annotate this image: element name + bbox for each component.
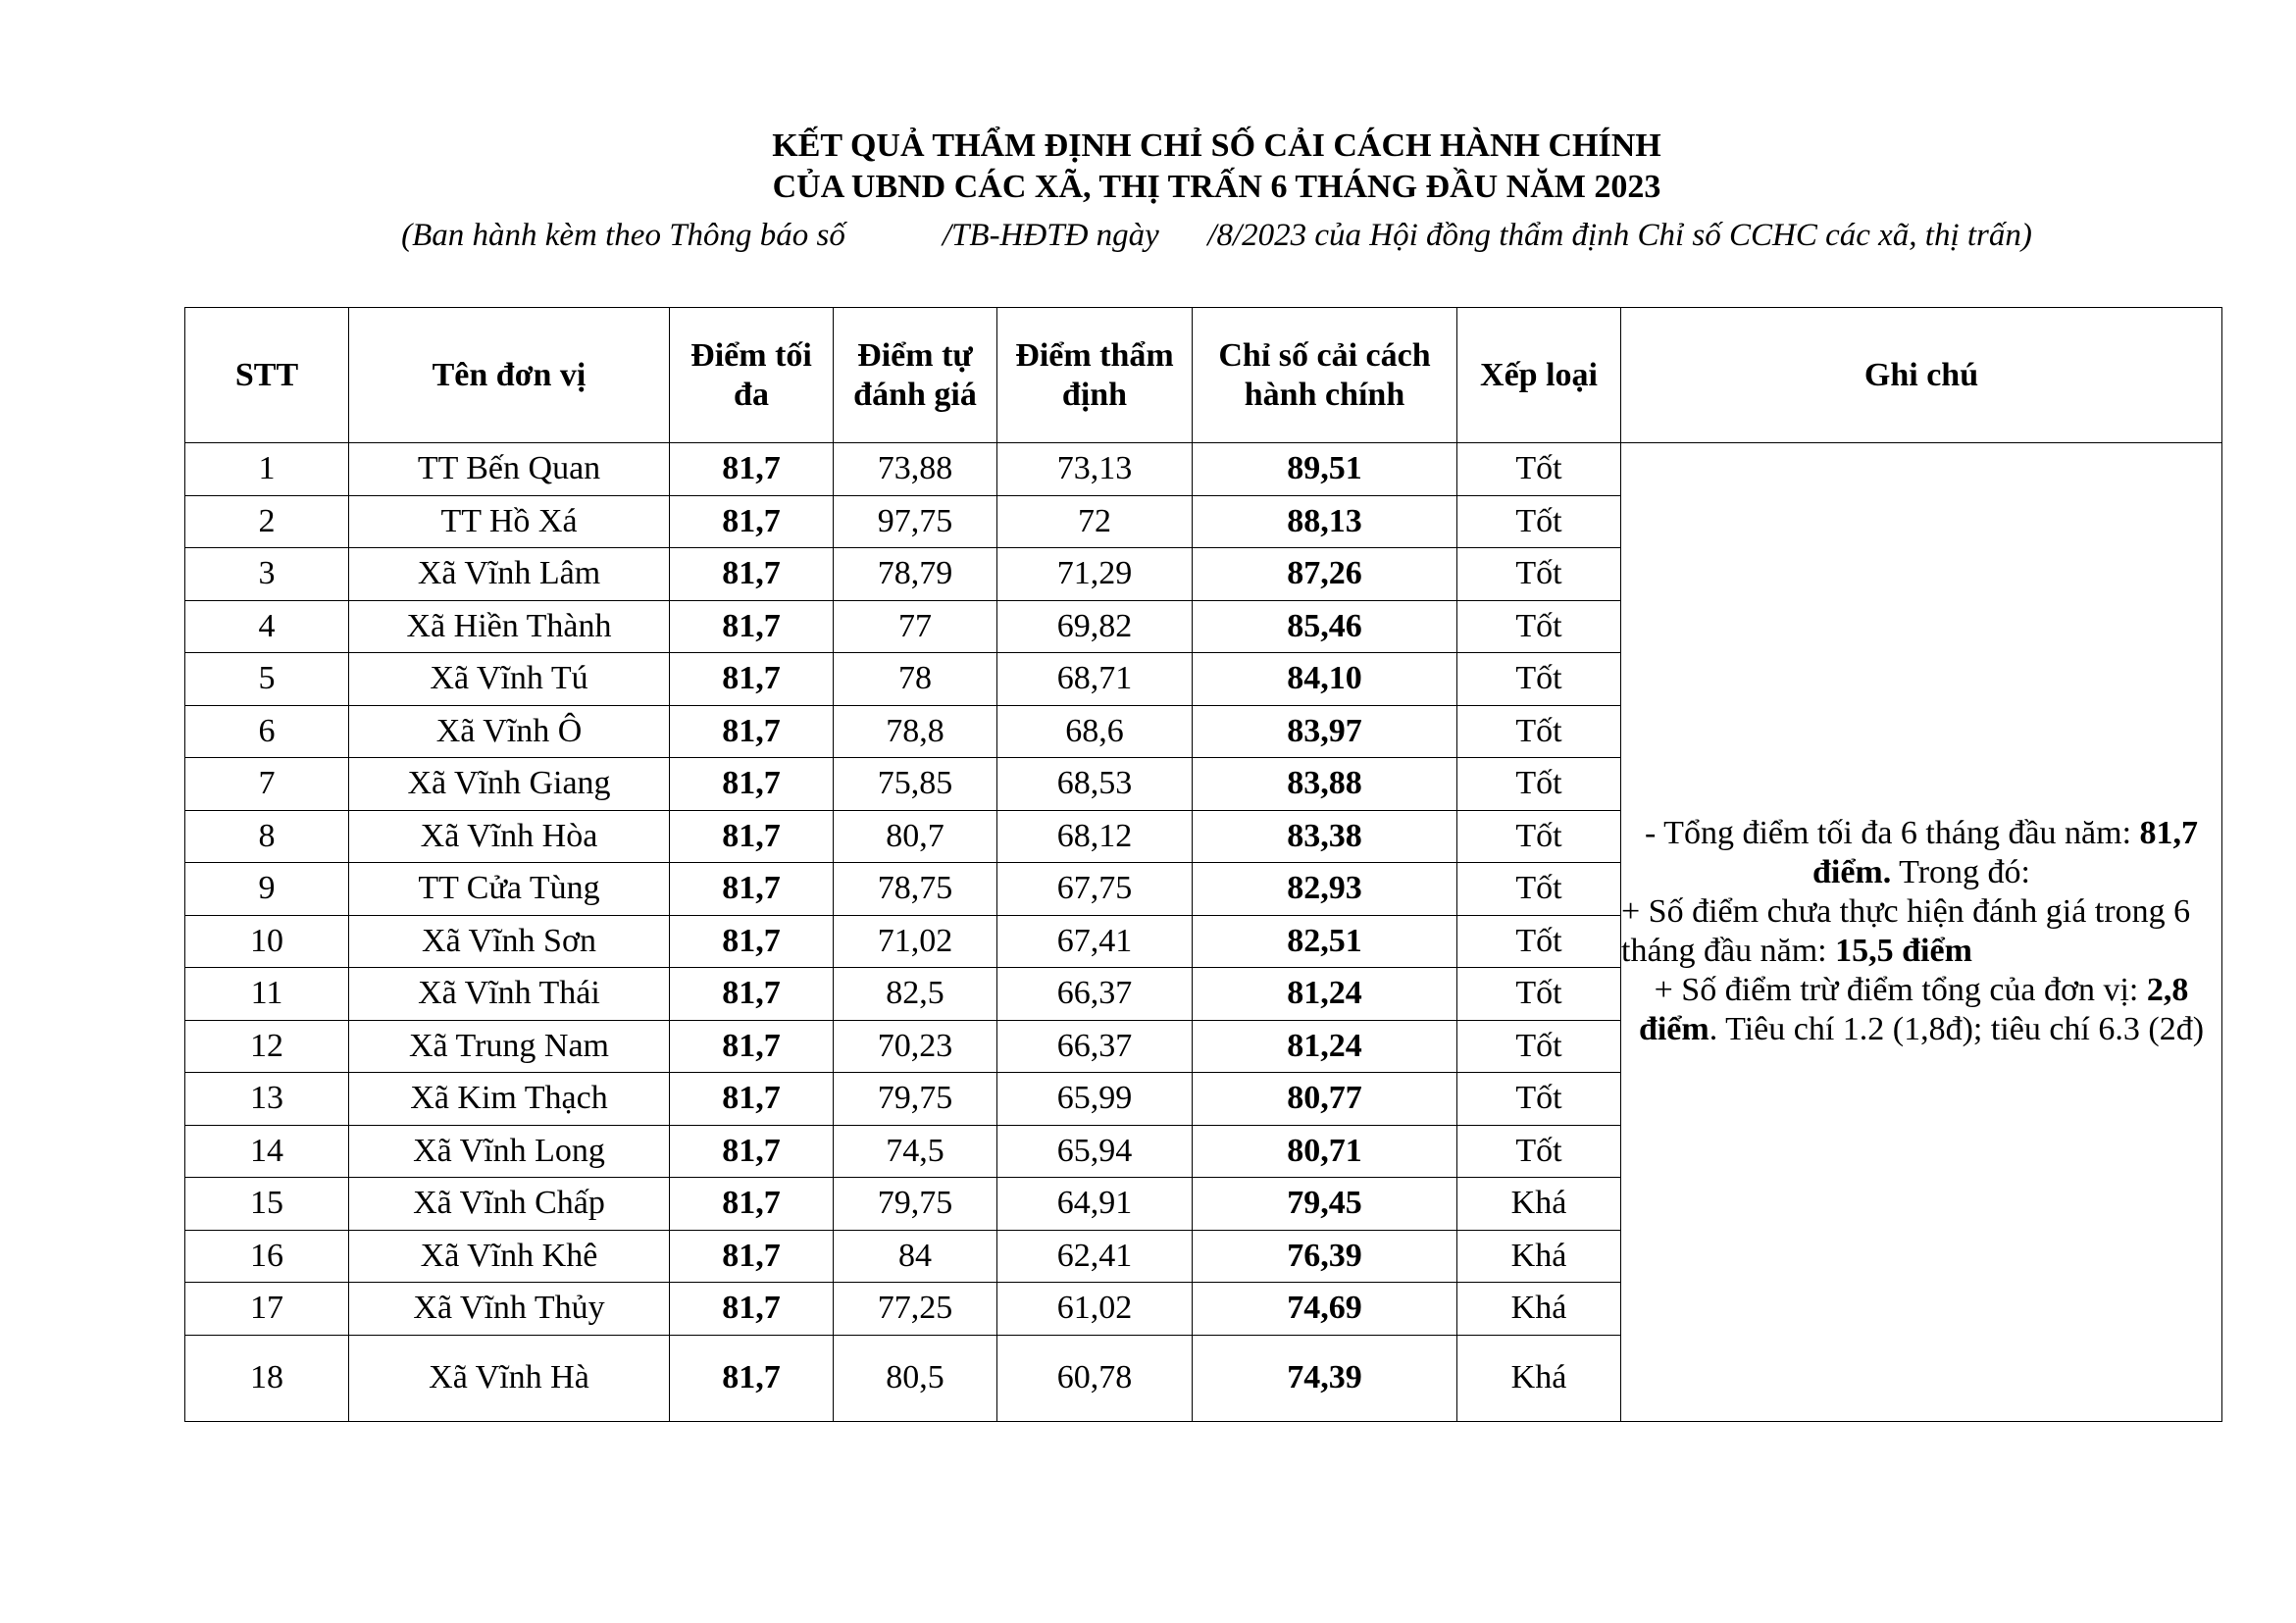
- cell-max-score: 81,7: [670, 915, 834, 968]
- cell-appraised-score: 69,82: [997, 600, 1193, 653]
- cell-stt: 12: [185, 1020, 349, 1073]
- cell-self-score: 80,7: [834, 810, 997, 863]
- col-header-max-score: Điểm tối đa: [670, 308, 834, 443]
- col-header-self-score: Điểm tự đánh giá: [834, 308, 997, 443]
- cell-max-score: 81,7: [670, 495, 834, 548]
- cell-appraised-score: 67,41: [997, 915, 1193, 968]
- cell-max-score: 81,7: [670, 1020, 834, 1073]
- header-row: [185, 308, 2222, 443]
- cell-self-score: 78,75: [834, 863, 997, 916]
- cell-max-score: 81,7: [670, 1073, 834, 1126]
- cell-rank: Khá: [1457, 1230, 1621, 1283]
- cell-unit-name: Xã Vĩnh Lâm: [349, 548, 670, 601]
- cell-stt: 15: [185, 1178, 349, 1231]
- cell-appraised-score: 61,02: [997, 1283, 1193, 1336]
- cell-reform-index: 80,71: [1193, 1125, 1457, 1178]
- cell-unit-name: TT Cửa Tùng: [349, 863, 670, 916]
- note-line-3: [1621, 971, 2221, 1049]
- cell-self-score: 77,25: [834, 1283, 997, 1336]
- cell-stt: 4: [185, 600, 349, 653]
- cell-unit-name: Xã Vĩnh Hòa: [349, 810, 670, 863]
- cell-self-score: 78,79: [834, 548, 997, 601]
- cell-appraised-score: 68,53: [997, 758, 1193, 811]
- document-subtitle: (Ban hành kèm theo Thông báo số /TB-HĐTĐ ngày /8/2023 của Hội đồng thẩm định Chỉ số CCHC các xã, thị trấn): [401, 218, 2032, 253]
- note-line-2: [1621, 892, 2221, 971]
- title-line-2: CỦA UBND CÁC XÃ, THỊ TRẤN 6 THÁNG ĐẦU NĂM 2023: [772, 169, 1661, 205]
- cell-appraised-score: 66,37: [997, 968, 1193, 1021]
- note-text: - Tổng điểm tối đa 6 tháng đầu năm:: [1644, 815, 2140, 852]
- cell-rank: Tốt: [1457, 495, 1621, 548]
- cell-self-score: 77: [834, 600, 997, 653]
- cell-stt: 18: [185, 1335, 349, 1421]
- cell-appraised-score: 62,41: [997, 1230, 1193, 1283]
- cell-rank: Tốt: [1457, 1020, 1621, 1073]
- cell-stt: 6: [185, 705, 349, 758]
- cell-stt: 14: [185, 1125, 349, 1178]
- cell-reform-index: 74,69: [1193, 1283, 1457, 1336]
- cell-unit-name: TT Hồ Xá: [349, 495, 670, 548]
- cell-unit-name: Xã Vĩnh Thái: [349, 968, 670, 1021]
- cell-appraised-score: 65,94: [997, 1125, 1193, 1178]
- cell-reform-index: 81,24: [1193, 1020, 1457, 1073]
- cell-appraised-score: 68,71: [997, 653, 1193, 706]
- cell-rank: Tốt: [1457, 653, 1621, 706]
- cell-stt: 5: [185, 653, 349, 706]
- cell-reform-index: 85,46: [1193, 600, 1457, 653]
- cell-reform-index: 83,38: [1193, 810, 1457, 863]
- cell-max-score: 81,7: [670, 705, 834, 758]
- cell-max-score: 81,7: [670, 653, 834, 706]
- document-title: [0, 126, 2296, 208]
- cell-self-score: 74,5: [834, 1125, 997, 1178]
- cell-appraised-score: 65,99: [997, 1073, 1193, 1126]
- cell-self-score: 97,75: [834, 495, 997, 548]
- cell-stt: 13: [185, 1073, 349, 1126]
- cell-reform-index: 89,51: [1193, 443, 1457, 496]
- cell-reform-index: 76,39: [1193, 1230, 1457, 1283]
- note-cell: [1621, 443, 2222, 1422]
- col-header-note: Ghi chú: [1621, 308, 2222, 443]
- cell-rank: Tốt: [1457, 968, 1621, 1021]
- cell-rank: Tốt: [1457, 1125, 1621, 1178]
- cell-stt: 10: [185, 915, 349, 968]
- cell-appraised-score: 67,75: [997, 863, 1193, 916]
- cell-unit-name: Xã Vĩnh Thủy: [349, 1283, 670, 1336]
- cell-reform-index: 74,39: [1193, 1335, 1457, 1421]
- cell-stt: 11: [185, 968, 349, 1021]
- cell-appraised-score: 68,6: [997, 705, 1193, 758]
- cell-stt: 3: [185, 548, 349, 601]
- cell-unit-name: Xã Vĩnh Khê: [349, 1230, 670, 1283]
- cell-appraised-score: 60,78: [997, 1335, 1193, 1421]
- cell-rank: Tốt: [1457, 705, 1621, 758]
- col-header-unit-name: Tên đơn vị: [349, 308, 670, 443]
- cell-max-score: 81,7: [670, 758, 834, 811]
- cell-self-score: 82,5: [834, 968, 997, 1021]
- cell-appraised-score: 68,12: [997, 810, 1193, 863]
- cell-stt: 7: [185, 758, 349, 811]
- cell-reform-index: 80,77: [1193, 1073, 1457, 1126]
- cell-stt: 16: [185, 1230, 349, 1283]
- cell-self-score: 78: [834, 653, 997, 706]
- note-bold-text: 81,7 điểm.: [1811, 815, 2199, 891]
- cell-appraised-score: 73,13: [997, 443, 1193, 496]
- cell-rank: Tốt: [1457, 915, 1621, 968]
- cell-self-score: 79,75: [834, 1178, 997, 1231]
- cell-unit-name: Xã Vĩnh Hà: [349, 1335, 670, 1421]
- cell-rank: Khá: [1457, 1283, 1621, 1336]
- cell-rank: Tốt: [1457, 863, 1621, 916]
- note-text: + Số điểm trừ điểm tổng của đơn vị:: [1654, 972, 2147, 1009]
- cell-reform-index: 82,93: [1193, 863, 1457, 916]
- cell-rank: Tốt: [1457, 810, 1621, 863]
- cell-rank: Tốt: [1457, 443, 1621, 496]
- cell-reform-index: 87,26: [1193, 548, 1457, 601]
- cell-max-score: 81,7: [670, 1230, 834, 1283]
- cell-max-score: 81,7: [670, 1283, 834, 1336]
- cell-reform-index: 83,88: [1193, 758, 1457, 811]
- col-header-rank: Xếp loại: [1457, 308, 1621, 443]
- cell-max-score: 81,7: [670, 548, 834, 601]
- cell-max-score: 81,7: [670, 863, 834, 916]
- cell-appraised-score: 64,91: [997, 1178, 1193, 1231]
- note-bold-text: 2,8 điểm: [1638, 972, 2189, 1048]
- cell-self-score: 75,85: [834, 758, 997, 811]
- cell-rank: Khá: [1457, 1178, 1621, 1231]
- cell-unit-name: Xã Vĩnh Sơn: [349, 915, 670, 968]
- col-header-reform-index: Chỉ số cải cách hành chính: [1193, 308, 1457, 443]
- cell-stt: 8: [185, 810, 349, 863]
- cell-stt: 17: [185, 1283, 349, 1336]
- cell-reform-index: 82,51: [1193, 915, 1457, 968]
- cell-unit-name: Xã Vĩnh Chấp: [349, 1178, 670, 1231]
- note-bold-text: 15,5 điểm: [1835, 933, 1972, 970]
- cell-unit-name: Xã Vĩnh Giang: [349, 758, 670, 811]
- cell-self-score: 80,5: [834, 1335, 997, 1421]
- cell-self-score: 73,88: [834, 443, 997, 496]
- cell-reform-index: 88,13: [1193, 495, 1457, 548]
- cell-stt: 1: [185, 443, 349, 496]
- cell-appraised-score: 72: [997, 495, 1193, 548]
- cell-unit-name: Xã Vĩnh Long: [349, 1125, 670, 1178]
- cell-max-score: 81,7: [670, 1125, 834, 1178]
- cell-stt: 9: [185, 863, 349, 916]
- cell-self-score: 78,8: [834, 705, 997, 758]
- cell-rank: Tốt: [1457, 1073, 1621, 1126]
- table-row: [185, 443, 2222, 496]
- cell-rank: Tốt: [1457, 758, 1621, 811]
- cell-appraised-score: 71,29: [997, 548, 1193, 601]
- cell-self-score: 79,75: [834, 1073, 997, 1126]
- cell-reform-index: 83,97: [1193, 705, 1457, 758]
- cell-rank: Khá: [1457, 1335, 1621, 1421]
- results-table: [184, 307, 2222, 1422]
- note-text: Trong đó:: [1891, 854, 2030, 891]
- cell-max-score: 81,7: [670, 600, 834, 653]
- cell-max-score: 81,7: [670, 1178, 834, 1231]
- col-header-appraised-score: Điểm thẩm định: [997, 308, 1193, 443]
- cell-self-score: 71,02: [834, 915, 997, 968]
- cell-self-score: 84: [834, 1230, 997, 1283]
- cell-unit-name: Xã Vĩnh Tú: [349, 653, 670, 706]
- cell-max-score: 81,7: [670, 443, 834, 496]
- col-header-stt: STT: [185, 308, 349, 443]
- cell-unit-name: Xã Vĩnh Ô: [349, 705, 670, 758]
- cell-stt: 2: [185, 495, 349, 548]
- cell-rank: Tốt: [1457, 548, 1621, 601]
- note-line-1: [1621, 814, 2221, 892]
- cell-unit-name: TT Bến Quan: [349, 443, 670, 496]
- cell-self-score: 70,23: [834, 1020, 997, 1073]
- cell-reform-index: 81,24: [1193, 968, 1457, 1021]
- cell-unit-name: Xã Trung Nam: [349, 1020, 670, 1073]
- title-line-1: KẾT QUẢ THẨM ĐỊNH CHỈ SỐ CẢI CÁCH HÀNH CHÍNH: [772, 127, 1661, 164]
- cell-reform-index: 84,10: [1193, 653, 1457, 706]
- cell-appraised-score: 66,37: [997, 1020, 1193, 1073]
- note-text: . Tiêu chí 1.2 (1,8đ); tiêu chí 6.3 (2đ): [1709, 1011, 2205, 1048]
- cell-unit-name: Xã Hiền Thành: [349, 600, 670, 653]
- note-text: + Số điểm chưa thực hiện đánh giá trong 6 tháng đầu năm:: [1621, 893, 2191, 970]
- cell-unit-name: Xã Kim Thạch: [349, 1073, 670, 1126]
- cell-rank: Tốt: [1457, 600, 1621, 653]
- cell-reform-index: 79,45: [1193, 1178, 1457, 1231]
- cell-max-score: 81,7: [670, 810, 834, 863]
- cell-max-score: 81,7: [670, 1335, 834, 1421]
- cell-max-score: 81,7: [670, 968, 834, 1021]
